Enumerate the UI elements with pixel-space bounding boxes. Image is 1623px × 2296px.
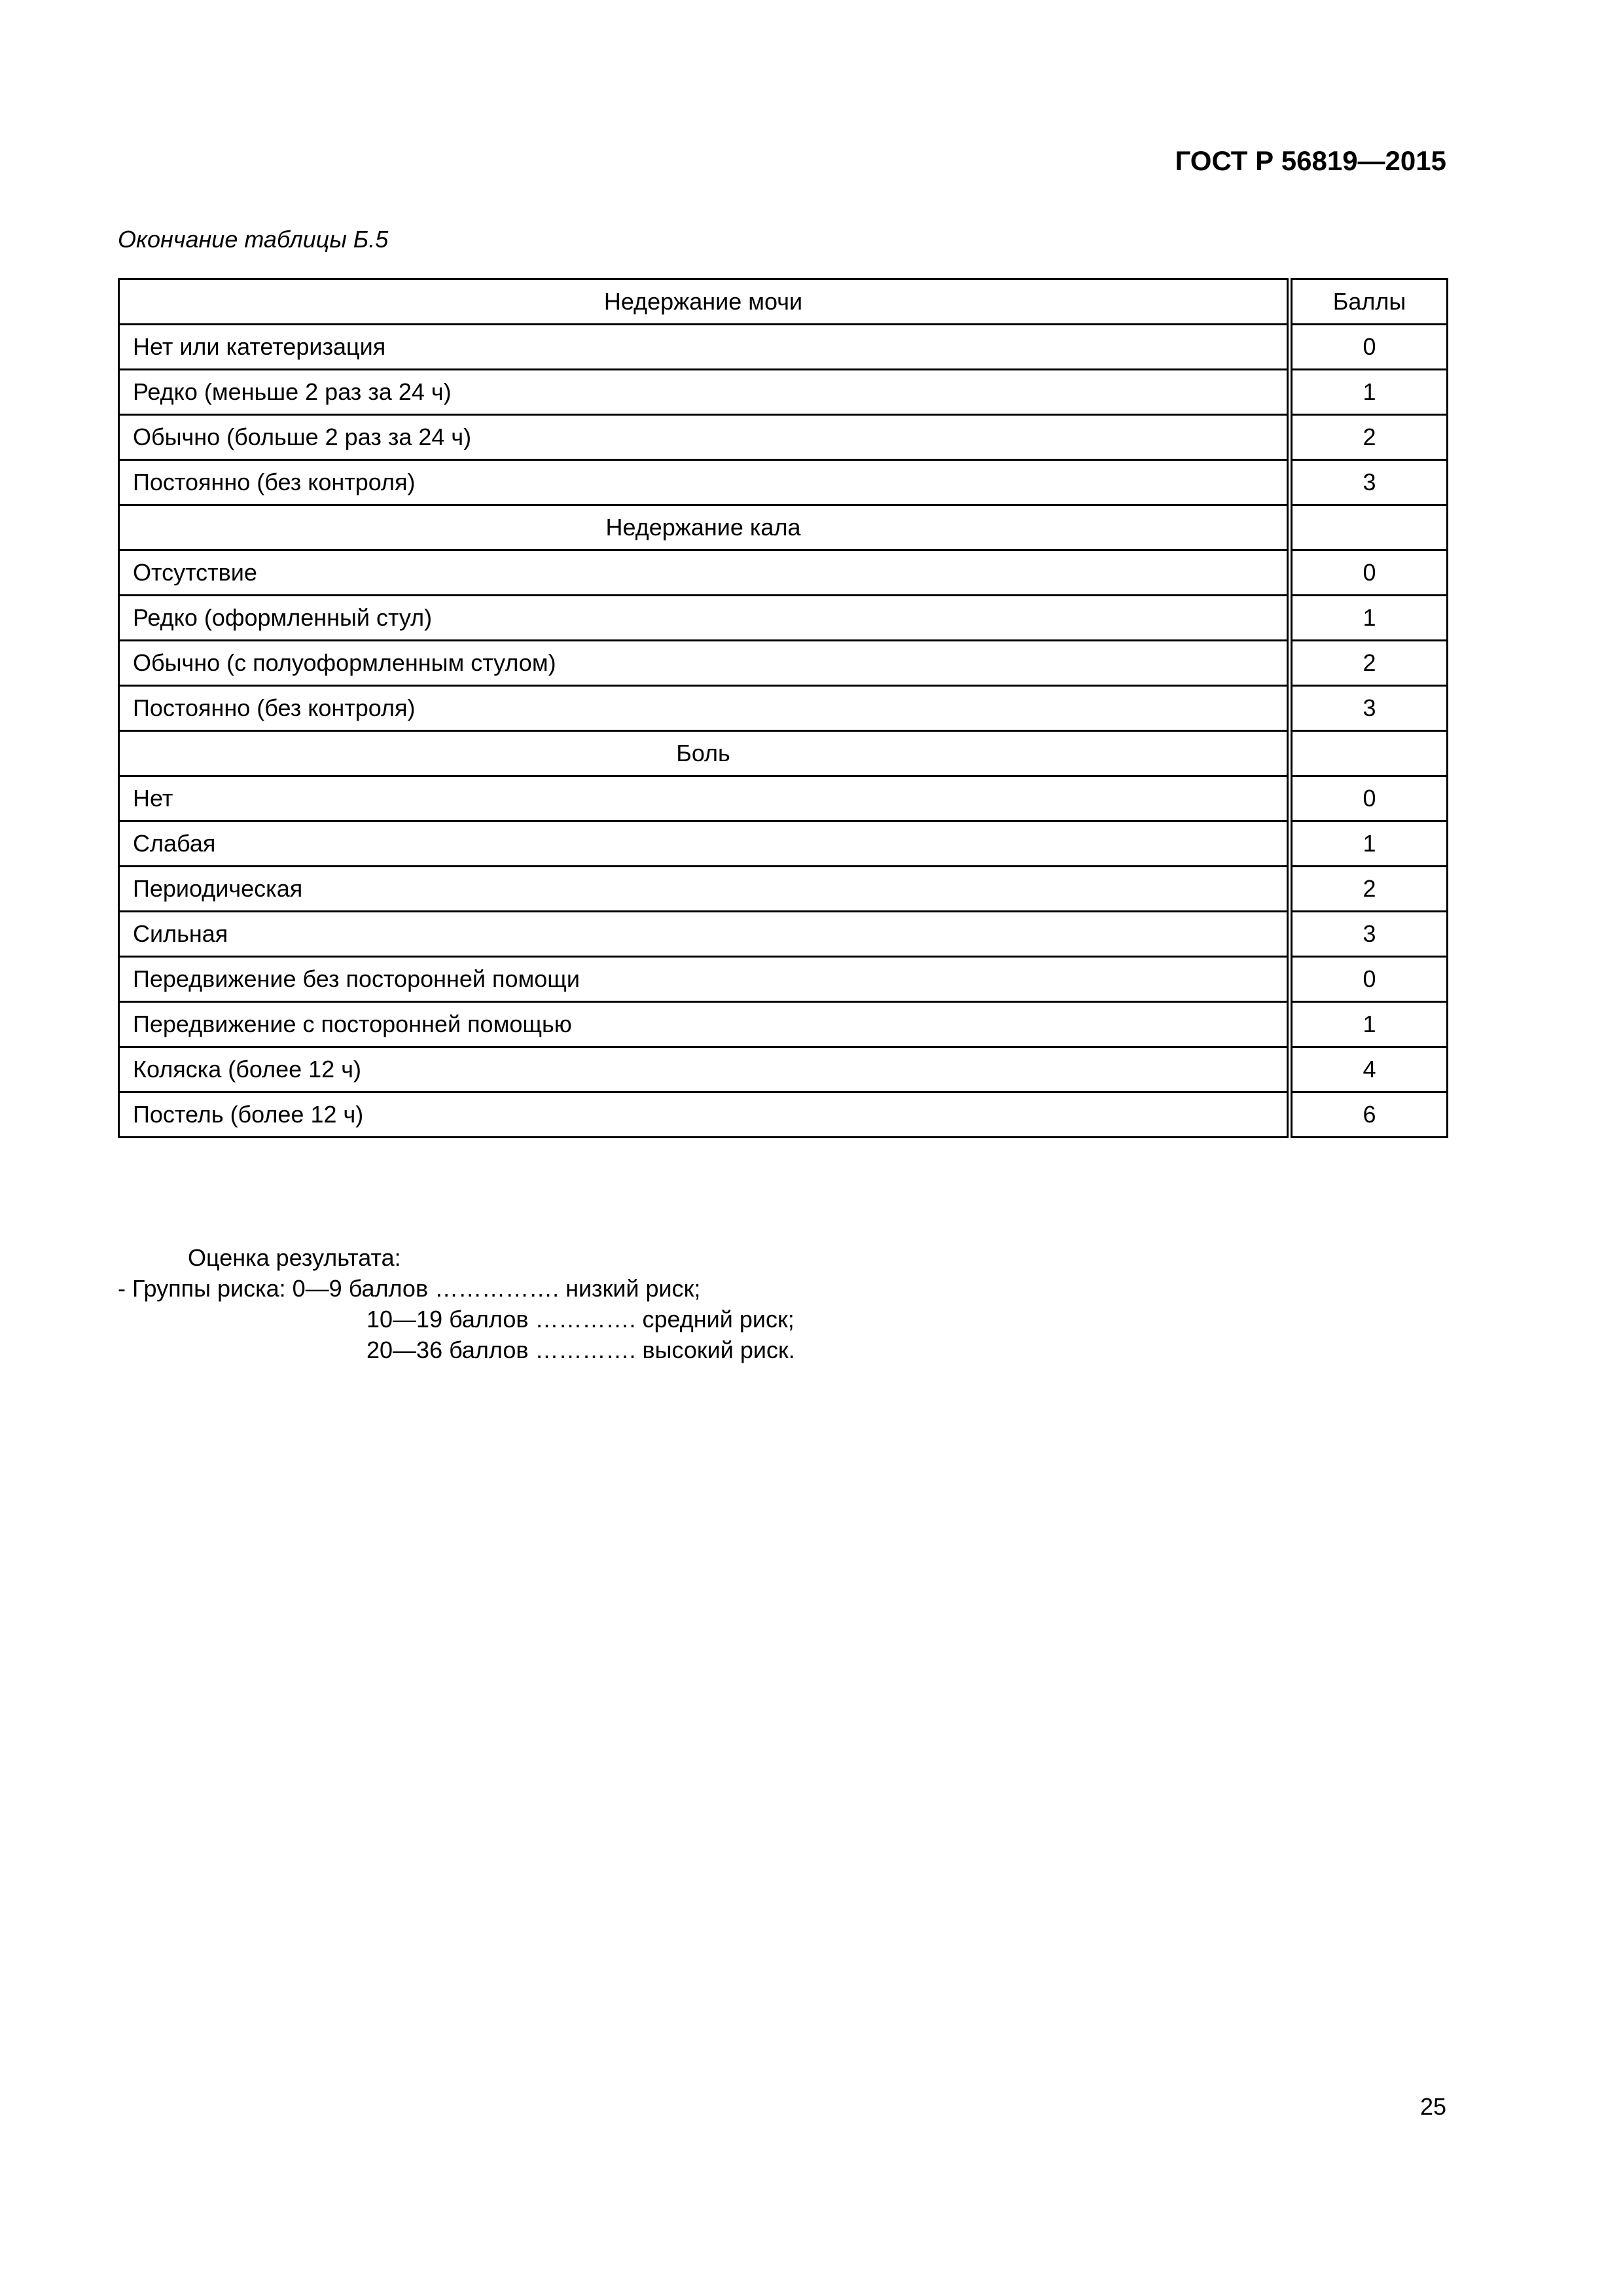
document-id: ГОСТ Р 56819—2015 — [1175, 145, 1446, 176]
table-section-row — [119, 279, 1448, 325]
table-row — [119, 370, 1448, 415]
criterion-label: Постоянно (без контроля) — [119, 460, 1290, 505]
notes-line-high: 20—36 баллов …………. высокий риск. — [366, 1336, 795, 1363]
score-table-body — [119, 279, 1448, 1138]
score-cell: 2 — [1290, 867, 1448, 912]
criterion-label: Сильная — [119, 912, 1290, 957]
score-cell: 6 — [1290, 1092, 1448, 1138]
criterion-label: Отсутствие — [119, 550, 1290, 596]
score-cell: 2 — [1290, 415, 1448, 460]
table-row — [119, 1047, 1448, 1092]
score-cell — [1290, 505, 1448, 550]
notes-line-medium: 10—19 баллов …………. средний риск; — [366, 1306, 794, 1333]
criterion-label: Передвижение с посторонней помощью — [119, 1002, 1290, 1047]
table-section-row — [119, 505, 1448, 550]
table-row — [119, 1092, 1448, 1138]
criterion-label: Слабая — [119, 821, 1290, 867]
table-row — [119, 550, 1448, 596]
score-table — [118, 278, 1448, 1138]
score-cell — [1290, 731, 1448, 776]
score-column-header: Баллы — [1290, 279, 1448, 325]
score-cell: 3 — [1290, 912, 1448, 957]
score-cell: 3 — [1290, 686, 1448, 731]
score-cell: 0 — [1290, 325, 1448, 370]
table-row — [119, 596, 1448, 641]
table-row — [119, 415, 1448, 460]
table-row — [119, 460, 1448, 505]
criterion-label: Обычно (с полуоформленным стулом) — [119, 641, 1290, 686]
page-number: 25 — [1419, 2093, 1446, 2120]
criterion-label: Редко (оформленный стул) — [119, 596, 1290, 641]
score-cell: 0 — [1290, 776, 1448, 821]
table-row — [119, 325, 1448, 370]
criterion-label: Передвижение без посторонней помощи — [119, 957, 1290, 1002]
criterion-label: Периодическая — [119, 867, 1290, 912]
table-caption: Окончание таблицы Б.5 — [118, 226, 389, 253]
table-row — [119, 686, 1448, 731]
score-cell: 1 — [1290, 1002, 1448, 1047]
section-title: Недержание кала — [119, 505, 1290, 550]
table-row — [119, 776, 1448, 821]
score-cell: 2 — [1290, 641, 1448, 686]
table-row — [119, 957, 1448, 1002]
notes-line-low: - Группы риска: 0—9 баллов ……………. низкий риск; — [118, 1275, 701, 1302]
table-section-row — [119, 731, 1448, 776]
section-title: Боль — [119, 731, 1290, 776]
score-cell: 0 — [1290, 957, 1448, 1002]
table-row — [119, 867, 1448, 912]
table-row — [119, 912, 1448, 957]
table-row — [119, 641, 1448, 686]
score-cell: 3 — [1290, 460, 1448, 505]
result-notes — [118, 1242, 795, 1365]
criterion-label: Нет или катетеризация — [119, 325, 1290, 370]
criterion-label: Постель (более 12 ч) — [119, 1092, 1290, 1138]
score-cell: 4 — [1290, 1047, 1448, 1092]
criterion-label: Постоянно (без контроля) — [119, 686, 1290, 731]
notes-title: Оценка результата: — [188, 1244, 401, 1271]
table-row — [119, 821, 1448, 867]
section-title: Недержание мочи — [119, 279, 1290, 325]
score-cell: 0 — [1290, 550, 1448, 596]
score-cell: 1 — [1290, 370, 1448, 415]
table-row — [119, 1002, 1448, 1047]
criterion-label: Редко (меньше 2 раз за 24 ч) — [119, 370, 1290, 415]
score-cell: 1 — [1290, 596, 1448, 641]
criterion-label: Обычно (больше 2 раз за 24 ч) — [119, 415, 1290, 460]
criterion-label: Коляска (более 12 ч) — [119, 1047, 1290, 1092]
criterion-label: Нет — [119, 776, 1290, 821]
score-cell: 1 — [1290, 821, 1448, 867]
